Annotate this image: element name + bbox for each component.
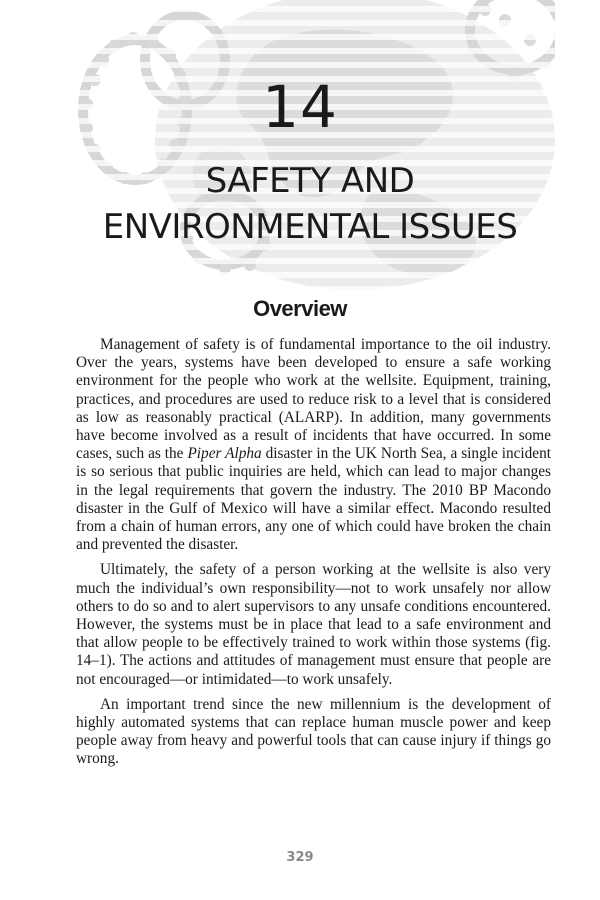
section-heading: Overview	[253, 296, 347, 321]
chapter-number: 14	[262, 73, 338, 141]
paragraph-1-emphasis: Piper Alpha	[187, 445, 262, 463]
paragraph-1-text-b: disaster in the UK North Sea, a single incident is so serious that public inquiries are held, which can lead to major changes in the legal requirements that govern the industry. The 2010 BP Macondo disaster in the Gulf of Mexico will have a similar effect. Macondo resulted from a chain of human errors, any one of which could have broken the chain and prevented the disaster.	[76, 445, 551, 554]
decorative-banner-art	[75, 0, 555, 300]
chapter-title: SAFETY AND ENVIRONMENTAL ISSUES	[102, 161, 518, 247]
paragraph-2: Ultimately, the safety of a person working at the wellsite is also very much the individual’s own responsibility—not to work unsafely nor allow others to do so and to alert supervisors to any unsafe conditions encountered. However, the systems must be in place that lead to a safe environment and that allow people to be effectively trained to work within those systems (fig. 14–1). The actions and attitudes of management must ensure that people are not encouraged—or intimidated—to work unsafely.	[76, 561, 551, 688]
body-text	[76, 336, 551, 776]
paragraph-1-text-a: Management of safety is of fundamental importance to the oil industry. Over the years, systems have been developed to ensure a safe working environment for the people who work at the wellsite. Equipment, training, practices, and procedures are used to reduce risk to a level that is considered as low as reasonably practical (ALARP). In addition, many governments have become involved as a result of incidents that have occurred. In some cases, such as the	[76, 336, 551, 463]
page-number: 329	[286, 850, 314, 865]
paragraph-1	[76, 336, 551, 554]
paragraph-3: An important trend since the new millennium is the development of highly automated systems that can replace human muscle power and keep people away from heavy and powerful tools that can cause injury if things go wrong.	[76, 695, 551, 768]
